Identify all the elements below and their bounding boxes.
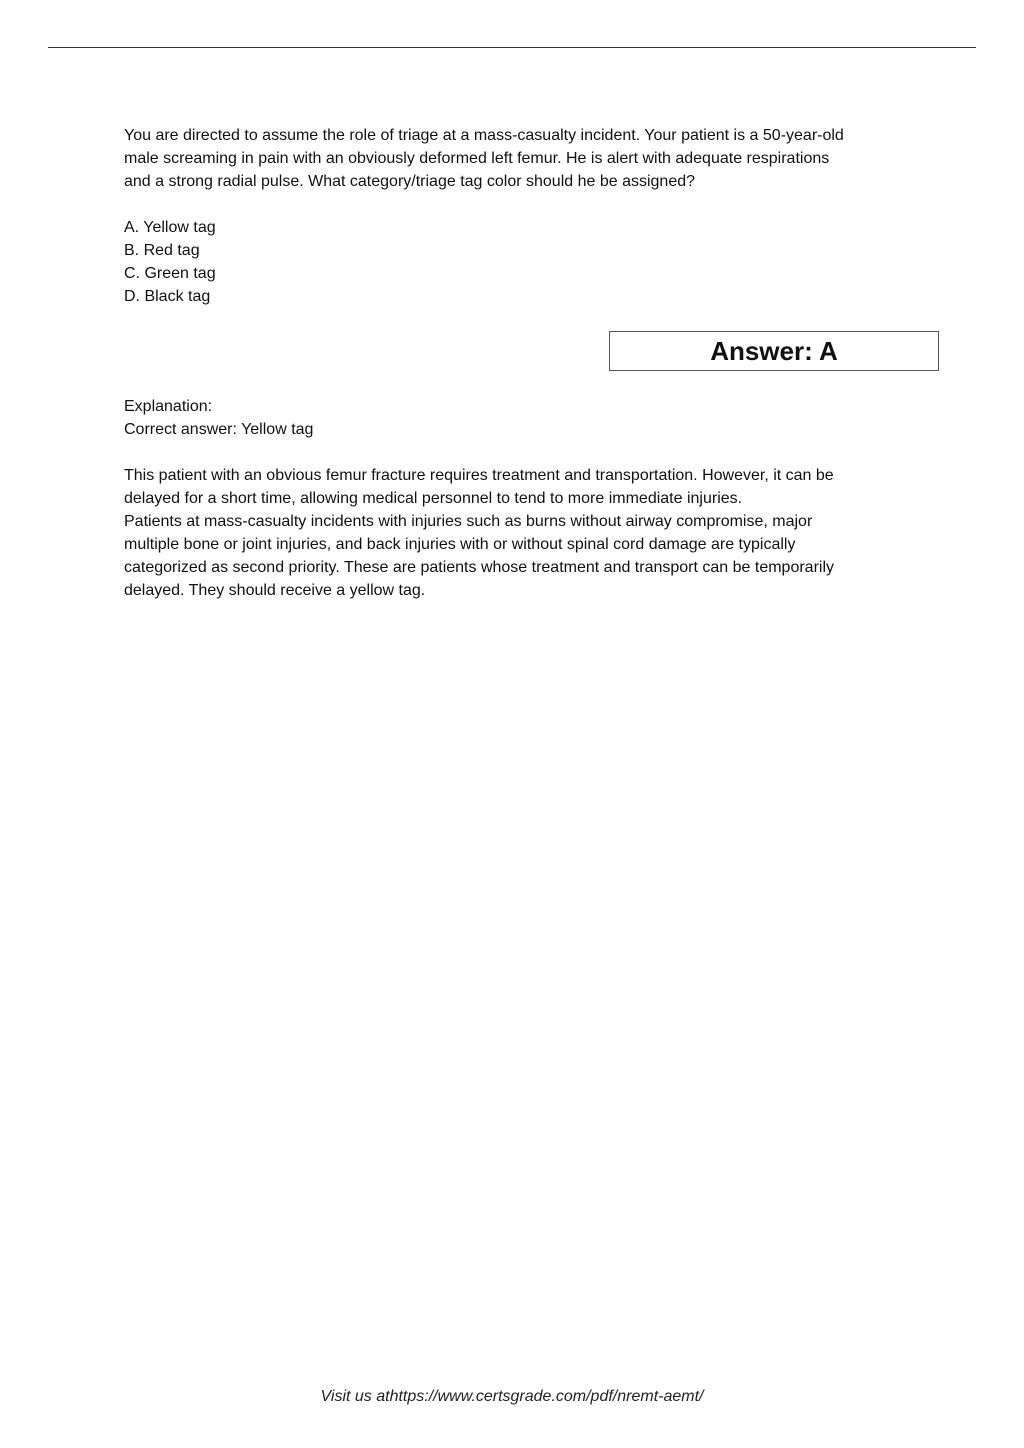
question-block [124,124,924,308]
explanation-heading: Explanation: [124,398,213,415]
question-text [124,124,924,193]
question-line: and a strong radial pulse. What category/triage tag color should he be assigned? [124,173,696,190]
correct-answer-text: Correct answer: Yellow tag [124,421,314,438]
option-a: A. Yellow tag [124,219,216,236]
question-line: male screaming in pain with an obviously deformed left femur. He is alert with adequate respirations [124,150,830,167]
explanation-line: delayed for a short time, allowing medical personnel to tend to more immediate injuries. [124,490,743,507]
explanation-line: Patients at mass-casualty incidents with injuries such as burns without airway compromise, major [124,513,813,530]
answer-label: Answer: A [710,335,838,366]
answer-options [124,216,924,308]
header-divider [48,47,976,48]
question-line: You are directed to assume the role of triage at a mass-casualty incident. Your patient is a 50-year-old [124,127,844,144]
option-c: C. Green tag [124,265,216,282]
option-d: D. Black tag [124,288,211,305]
explanation-line: delayed. They should receive a yellow tag. [124,582,426,599]
explanation-line: categorized as second priority. These are patients whose treatment and transport can be temporarily [124,559,835,576]
answer-box [609,331,939,371]
footer-link-text: Visit us athttps://www.certsgrade.com/pdf/nremt-aemt/ [320,1388,704,1405]
option-b: B. Red tag [124,242,200,259]
explanation-block [124,395,924,602]
explanation-line: multiple bone or joint injuries, and back injuries with or without spinal cord damage are typically [124,536,796,553]
explanation-line: This patient with an obvious femur fracture requires treatment and transportation. However, it can be [124,467,834,484]
